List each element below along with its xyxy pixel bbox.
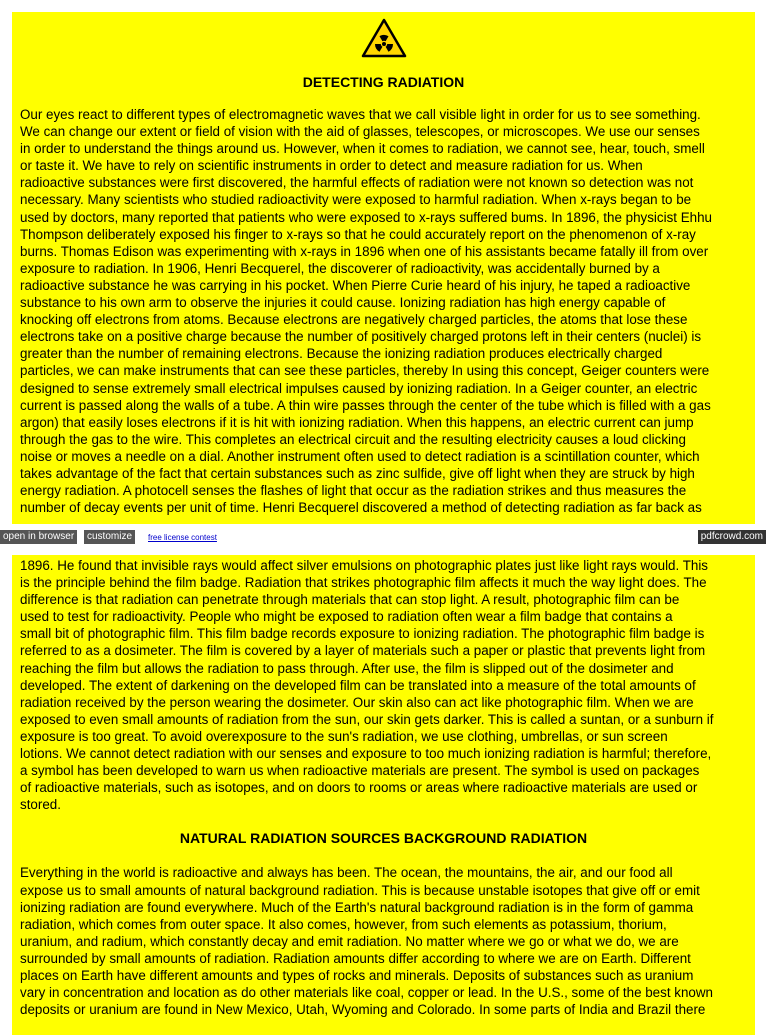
body-paragraph-continued: 1896. He found that invisible rays would affect silver emulsions on photographic plates just like light rays would. This is the principle behind the film badge. Radiation that strikes photographic film affects it much the way light does. The difference is that radiation can penetrate through materials that can stop light. A result, photographic film can be used to test for radioactivity. People who might be exposed to radiation often wear a film badge that contains a small bit of photographic film. This film badge records exposure to ionizing radiation. The photographic film badge is referred to as a dosimeter. The film is covered by a layer of materials such a paper or plastic that prevents light from reaching the film but allows the radiation to pass through. After use, the film is slipped out of the dosimeter and developed. The extent of darkening on the developed film can be translated into a measure of the total amounts of radiation received by the person wearing the dosimeter. Our skin also can act like photographic film. When we are exposed to even small amounts of radiation from the sun, our skin gets darker. This is called a suntan, or a sunburn if exposure is too great. To avoid overexposure to the sun's radiation, we use clothing, umbrellas, or sun screen lotions. We cannot detect radiation with our senses and exposure to too much ionizing radiation is harmful; therefore, a symbol has been developed to warn us when radioactive materials are present. The symbol is used on packages of radioactive materials, such as isotopes, and on doors to rooms or areas where radioactive materials are used or stored. <box>20 558 714 813</box>
document-page-2 <box>12 555 755 1035</box>
customize-button[interactable]: customize <box>84 530 135 544</box>
pdf-viewer-toolbar <box>0 530 768 546</box>
section-heading: NATURAL RADIATION SOURCES BACKGROUND RADIATION <box>179 830 588 847</box>
radiation-hazard-icon <box>361 18 407 58</box>
pdfcrowd-brand-link[interactable]: pdfcrowd.com <box>698 530 766 544</box>
body-paragraph: Our eyes react to different types of electromagnetic waves that we call visible light in order for us to see something. We can change our extent or field of vision with the aid of glasses, telescopes, or microscopes. We use our senses in order to understand the things around us. However, when it comes to radiation, we cannot see, hear, touch, smell or taste it. We have to rely on scientific instruments in order to detect and measure radiation for us. When radioactive substances were first discovered, the harmful effects of radiation were not known so detection was not necessary. Many scientists who studied radioactivity were exposed to harmful radiation. When x-rays began to be used by doctors, many reported that patients who were exposed to x-rays suffered bums. In 1896, the physicist Ehhu Thompson deliberately exposed his finger to x-rays so that he could accurately report on the phenomenon of x-ray burns. Thomas Edison was experimenting with x-rays in 1896 when one of his assistants became fatally ill from over exposure to radiation. In 1906, Henri Becquerel, the discoverer of radioactivity, was accidentally burned by a radioactive substance he was carrying in his pocket. When Pierre Curie heard of his injury, he taped a radioactive substance to his own arm to observe the injuries it could cause. Ionizing radiation has high energy capable of knocking off electrons from atoms. Because electrons are negatively charged particles, the atoms that lose these electrons take on a positive charge because the number of positively charged protons left in their centers (nuclei) is greater than the number of remaining electrons. Because the ionizing radiation produces electrically charged particles, we can make instruments that can see these particles, thereby In using this concept, Geiger counters were designed to sense extremely small electrical impulses caused by ionizing radiation. In a Geiger counter, an electric current is passed along the walls of a tube. A thin wire passes through the center of the tube which is filled with a gas argon) that easily loses electrons if it is hit with ionizing radiation. When this happens, an electric current can jump through the gas to the wire. This completes an electrical circuit and the resulting electricity causes a loud clicking noise or moves a needle on a dial. Another instrument often used to detect radiation is a scintillation counter, which takes advantage of the fact that certain substances such as zinc sulfide, give off light when they are struck by high energy radiation. A photocell senses the flashes of light that occur as the radiation strikes and thus measures the number of decay events per unit of time. Henri Becquerel discovered a method of detecting radiation as far back as <box>20 107 712 516</box>
open-in-browser-button[interactable]: open in browser <box>0 530 78 544</box>
free-license-contest-link[interactable]: free license contest <box>148 533 217 542</box>
hazard-header <box>20 12 747 64</box>
section-paragraph: Everything in the world is radioactive and always has been. The ocean, the mountains, the air, and our food all expose us to small amounts of natural background radiation. This is because unstable isotopes that give off or emit ionizing radiation are found everywhere. Much of the Earth's natural background radiation is in the form of gamma radiation, which comes from outer space. It also comes, however, from such elements as potassium, thorium, uranium, and radium, which constantly decay and emit radiation. No matter where we go or what we do, we are surrounded by small amounts of radiation. Radiation amounts differ according to where we are on Earth. Different places on Earth have different amounts and types of rocks and minerals. Deposits of substances such as uranium vary in concentration and location as do other materials like coal, copper or lead. In the U.S., some of the best known deposits or uranium are found in New Mexico, Utah, Wyoming and Colorado. In some parts of India and Brazil there <box>20 865 713 1018</box>
page-title: DETECTING RADIATION <box>302 74 465 90</box>
document-page-1 <box>12 12 755 524</box>
